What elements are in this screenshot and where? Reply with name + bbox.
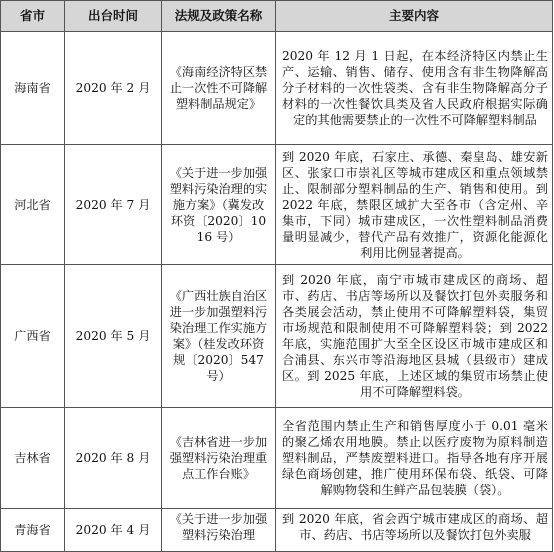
header-policy: 法规及政策名称 (162, 1, 276, 32)
cell-date: 2020 年 2 月 (65, 32, 162, 145)
header-content: 主要内容 (276, 1, 553, 32)
cell-province: 广西省 (1, 265, 65, 408)
table-row (1, 408, 553, 509)
header-province: 省市 (1, 1, 65, 32)
cell-province: 吉林省 (1, 408, 65, 509)
cell-date: 2020 年 7 月 (65, 145, 162, 265)
cell-content: 2020 年 12 月 1 日起，在本经济特区内禁止生产、运输、销售、储存、使用含有非生物降解高分子材料的一次性袋类、含有非生物降解高分子材料的一次性餐饮具类及省人民政府根据实际确定的其他需要禁止的一次性不可降解塑料制品 (276, 32, 553, 145)
table-row (1, 509, 553, 552)
cell-policy: 《关于进一步加强塑料污染治理 (162, 509, 276, 552)
cell-policy: 《广西壮族自治区进一步加强塑料污染治理工作实施方案》（桂发改环资规〔2020〕547 号） (162, 265, 276, 408)
cell-province: 青海省 (1, 509, 65, 552)
header-date: 出台时间 (65, 1, 162, 32)
cell-policy: 《吉林省进一步加强塑料污染治理重点工作台账》 (162, 408, 276, 509)
cell-policy: 《关于进一步加强塑料污染治理的实施方案》（冀发改环资〔2020〕1016 号） (162, 145, 276, 265)
table-row (1, 32, 553, 145)
table-header-row (1, 1, 553, 32)
cell-content: 到 2020 年底，石家庄、承德、秦皇岛、雄安新区、张家口市崇礼区等城市建成区和重点领域禁止、限制部分塑料制品的生产、销售和使用。到 2022 年底，禁限区域扩大至各市（含定州、辛集市，下同）城市建成区，一次性塑料制品消费量明显减少，替代产品有效推广，资源化能源化利用比例显著提高。 (276, 145, 553, 265)
cell-content: 到 2020 年底，南宁市城市建成区的商场、超市、药店、书店等场所以及餐饮打包外卖服务和各类展会活动，禁止使用不可降解塑料袋，集贸市场规范和限制使用不可降解塑料袋；到 2022 年底，实施范围扩大至全区设区市城市建成区和合浦县、东兴市等沿海地区县城（县级市）建成区。到 2025 年底，上述区域的集贸市场禁止使用不可降解塑料袋。 (276, 265, 553, 408)
cell-content: 全省范围内禁止生产和销售厚度小于 0.01 毫米的聚乙烯农用地膜。禁止以医疗废物为原料制造塑料制品，严禁废塑料进口。指导各地有序开展绿色商场创建，推广使用环保布袋、纸袋、可降解购物袋和生鲜产品包装膜（袋）。 (276, 408, 553, 509)
table-row (1, 145, 553, 265)
cell-date: 2020 年 8 月 (65, 408, 162, 509)
cell-content: 到 2020 年底，省会西宁城市建成区的商场、超市、药店、书店等场所以及餐饮打包外卖服 (276, 509, 553, 552)
cell-province: 海南省 (1, 32, 65, 145)
cell-province: 河北省 (1, 145, 65, 265)
cell-date: 2020 年 4 月 (65, 509, 162, 552)
cell-date: 2020 年 5 月 (65, 265, 162, 408)
table-row (1, 265, 553, 408)
cell-policy: 《海南经济特区禁止一次性不可降解塑料制品规定》 (162, 32, 276, 145)
